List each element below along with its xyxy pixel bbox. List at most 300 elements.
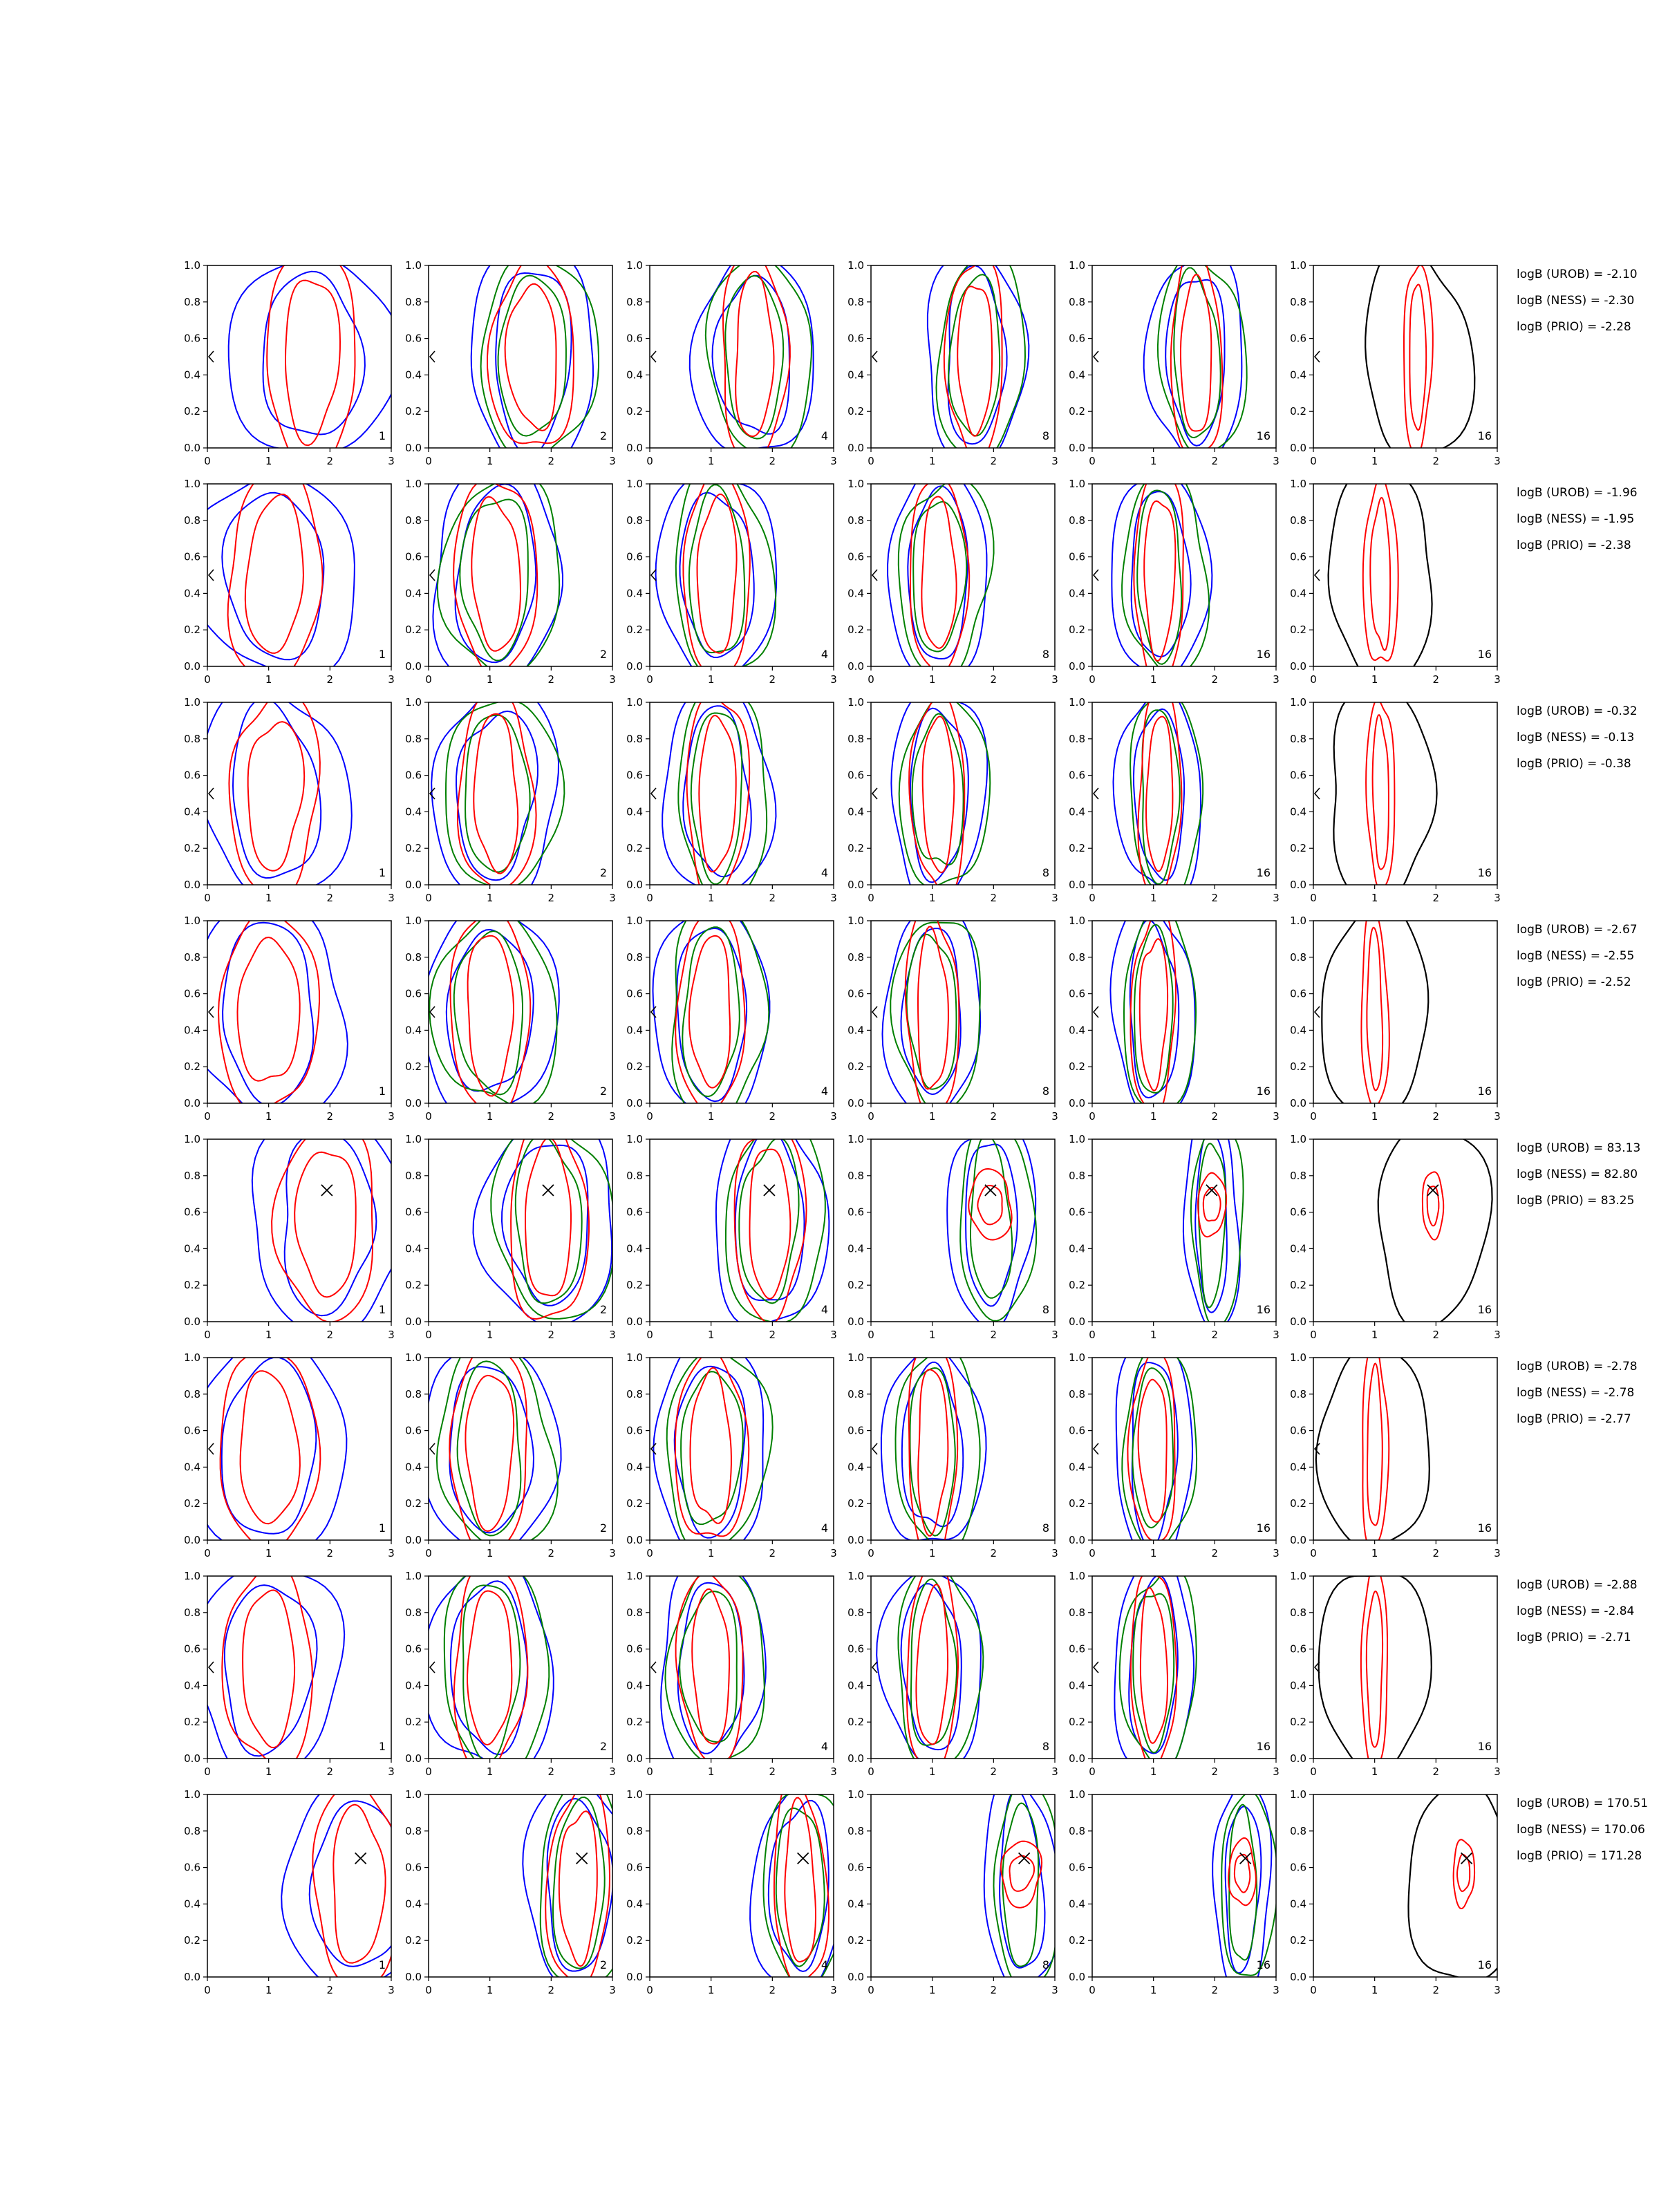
y-tick-label: 0.4	[405, 1024, 422, 1037]
x-tick-label: 3	[830, 455, 837, 467]
y-tick-label: 0.6	[1069, 1206, 1085, 1219]
y-tick-label: 0.4	[1069, 1897, 1085, 1911]
panel-number-label: 2	[599, 866, 607, 879]
panel-r6-c4	[847, 1347, 1058, 1567]
y-tick-label: 0.0	[626, 1534, 643, 1546]
x-tick-label: 2	[990, 892, 997, 904]
y-tick-label: 0.6	[1290, 769, 1306, 782]
contour-red-inner	[471, 497, 521, 651]
bayes-factor-label: logB (PRIO) = -2.38	[1517, 538, 1631, 552]
y-tick-label: 1.0	[405, 696, 422, 709]
contour-area	[662, 684, 776, 906]
x-tick-label: 3	[609, 1765, 616, 1778]
contour-area	[1144, 242, 1247, 467]
y-tick-label: 0.8	[184, 1606, 200, 1619]
x-tick-label: 0	[425, 1547, 432, 1559]
x-tick-label: 0	[1089, 1110, 1096, 1123]
true-value-marker	[1094, 1443, 1098, 1454]
y-tick-label: 1.0	[1069, 915, 1085, 927]
x-tick-label: 0	[1310, 892, 1317, 904]
y-tick-label: 0.8	[405, 950, 422, 964]
y-tick-label: 0.4	[1290, 805, 1306, 818]
x-tick-label: 2	[1211, 673, 1219, 686]
y-tick-label: 0.0	[184, 1534, 200, 1546]
y-tick-label: 0.6	[847, 1206, 864, 1219]
x-tick-label: 3	[388, 455, 395, 467]
y-tick-label: 0.8	[626, 1387, 643, 1400]
contour-blue-inner	[233, 698, 321, 878]
y-tick-label: 0.6	[847, 1424, 864, 1437]
contour-green-outer	[444, 1566, 550, 1780]
contour-red-inner	[918, 1369, 948, 1536]
x-tick-label: 2	[547, 673, 555, 686]
x-tick-label: 2	[769, 1110, 776, 1123]
y-tick-label: 0.0	[405, 879, 422, 891]
y-tick-label: 0.8	[1290, 950, 1306, 964]
y-tick-label: 1.0	[626, 1788, 643, 1801]
contour-area	[877, 1556, 983, 1770]
y-tick-label: 0.8	[184, 1387, 200, 1400]
axes-frame	[1092, 265, 1276, 448]
y-tick-label: 0.4	[184, 1679, 200, 1692]
contour-red-inner	[241, 1371, 300, 1524]
contour-area	[653, 1338, 772, 1562]
x-tick-label: 0	[1089, 1547, 1096, 1559]
y-tick-label: 0.2	[626, 405, 643, 418]
y-tick-label: 0.6	[405, 769, 422, 782]
panel-number-label: 4	[821, 1085, 828, 1098]
axes-frame	[1313, 921, 1497, 1103]
x-tick-label: 1	[1150, 455, 1157, 467]
y-tick-label: 0.0	[847, 1534, 864, 1546]
contour-green-outer	[890, 923, 980, 1113]
x-tick-label: 2	[1432, 1765, 1440, 1778]
y-tick-label: 0.6	[184, 769, 200, 782]
contour-green-outer	[446, 700, 564, 888]
contour-blue-inner	[966, 1144, 1018, 1306]
contour-blue-outer	[523, 1777, 632, 1992]
contour-blue-inner	[675, 1367, 746, 1538]
y-tick-label: 0.0	[847, 442, 864, 454]
y-tick-label: 0.0	[184, 879, 200, 891]
y-tick-label: 1.0	[626, 478, 643, 490]
contour-blue-outer	[888, 462, 986, 678]
contour-area	[1114, 1549, 1196, 1774]
contour-blue-inner	[449, 1367, 534, 1533]
contour-area	[656, 460, 777, 684]
y-tick-label: 0.2	[405, 1716, 422, 1729]
y-tick-label: 1.0	[405, 1133, 422, 1145]
y-tick-label: 0.6	[1069, 1424, 1085, 1437]
y-tick-label: 0.2	[847, 624, 864, 637]
y-tick-label: 1.0	[847, 259, 864, 272]
contour-red-outer	[1361, 906, 1389, 1107]
y-tick-label: 0.4	[847, 1679, 864, 1692]
x-tick-label: 1	[486, 1984, 494, 1996]
x-tick-label: 2	[990, 1984, 997, 1996]
y-tick-label: 0.2	[1290, 1716, 1306, 1729]
true-value-marker	[209, 1443, 214, 1454]
x-tick-label: 3	[830, 1547, 837, 1559]
y-tick-label: 0.6	[1290, 332, 1306, 345]
true-value-marker	[209, 788, 214, 799]
y-tick-label: 0.8	[1290, 1824, 1306, 1837]
x-tick-label: 1	[1150, 1765, 1157, 1778]
y-tick-label: 0.6	[626, 987, 643, 1000]
x-tick-label: 3	[1494, 1765, 1501, 1778]
panel-r5-c6	[1290, 1122, 1501, 1341]
y-tick-label: 0.4	[1290, 1897, 1306, 1911]
x-tick-label: 2	[547, 455, 555, 467]
y-tick-label: 0.0	[184, 660, 200, 673]
panel-r8-c6	[1290, 1781, 1524, 1996]
bayes-factor-label: logB (NESS) = -2.30	[1517, 294, 1635, 308]
x-tick-label: 3	[1273, 1329, 1280, 1341]
true-value-marker	[209, 1662, 214, 1673]
contour-blue-outer	[474, 1117, 612, 1327]
panel-number-label: 1	[378, 1085, 386, 1098]
y-tick-label: 0.6	[184, 1861, 200, 1874]
y-tick-label: 0.4	[847, 368, 864, 382]
y-tick-label: 1.0	[626, 696, 643, 709]
y-tick-label: 0.6	[1069, 1861, 1085, 1874]
x-tick-label: 0	[204, 892, 211, 904]
contour-area	[883, 906, 981, 1118]
y-tick-label: 0.8	[847, 295, 864, 308]
contour-blue-outer	[662, 684, 776, 894]
y-tick-label: 0.2	[184, 1279, 200, 1292]
x-tick-label: 3	[1494, 892, 1501, 904]
bayes-factor-label: logB (UROB) = 170.51	[1517, 1797, 1649, 1810]
panel-r2-c2	[405, 458, 616, 686]
true-value-marker	[209, 351, 214, 362]
panel-number-label: 1	[378, 866, 386, 879]
panel-r1-c2	[405, 247, 616, 479]
contour-red-inner	[248, 722, 305, 871]
y-tick-label: 0.2	[184, 1060, 200, 1074]
axes-frame	[871, 265, 1055, 448]
y-tick-label: 0.6	[405, 987, 422, 1000]
y-tick-label: 0.8	[847, 1824, 864, 1837]
panel-r1-c5	[1069, 242, 1280, 468]
y-tick-label: 0.0	[184, 1315, 200, 1328]
true-value-marker	[1315, 788, 1320, 799]
x-tick-label: 1	[265, 1110, 272, 1123]
contour-area	[716, 1103, 830, 1327]
y-tick-label: 0.0	[847, 660, 864, 673]
x-tick-label: 0	[646, 673, 653, 686]
x-tick-label: 3	[830, 673, 837, 686]
contour-blue-inner	[456, 711, 538, 880]
y-tick-label: 0.2	[405, 1279, 422, 1292]
bayes-factor-label: logB (NESS) = -2.84	[1517, 1604, 1635, 1618]
y-tick-label: 0.8	[184, 1169, 200, 1182]
x-tick-label: 3	[1273, 1984, 1280, 1996]
x-tick-label: 2	[326, 1765, 334, 1778]
x-tick-label: 0	[868, 455, 874, 467]
x-tick-label: 1	[486, 1110, 494, 1123]
y-tick-label: 0.2	[847, 1934, 864, 1947]
contour-red-inner	[245, 494, 303, 653]
true-value-marker	[321, 1185, 332, 1196]
contour-red-inner	[468, 936, 514, 1096]
y-tick-label: 0.8	[1069, 1387, 1085, 1400]
x-tick-label: 0	[425, 892, 432, 904]
contour-red-outer	[909, 692, 964, 895]
y-tick-label: 0.2	[1069, 405, 1085, 418]
y-tick-label: 0.4	[184, 1242, 200, 1255]
bayes-factor-label: logB (PRIO) = -2.71	[1517, 1631, 1631, 1644]
y-tick-label: 0.6	[626, 550, 643, 563]
axes-frame	[871, 1576, 1055, 1759]
contour-red-inner	[957, 286, 992, 436]
panel-r1-c1	[184, 254, 402, 474]
x-tick-label: 2	[1432, 892, 1440, 904]
y-tick-label: 0.0	[184, 1097, 200, 1109]
y-tick-label: 1.0	[405, 1351, 422, 1364]
contour-blue-inner	[1130, 920, 1179, 1098]
x-tick-label: 3	[1273, 455, 1280, 467]
x-tick-label: 3	[388, 1329, 395, 1341]
x-tick-label: 0	[868, 1547, 874, 1559]
panel-number-label: 16	[1477, 1085, 1492, 1098]
y-tick-label: 0.4	[405, 368, 422, 382]
contour-area	[523, 1774, 633, 1992]
panel-r7-c1	[184, 1562, 395, 1781]
contour-area	[1378, 1122, 1492, 1331]
y-tick-label: 0.8	[405, 1169, 422, 1182]
panel-r6-c5	[1069, 1342, 1280, 1572]
y-tick-label: 0.4	[847, 1024, 864, 1037]
x-tick-label: 2	[326, 1547, 334, 1559]
x-tick-label: 3	[1273, 1765, 1280, 1778]
contour-red-inner	[467, 1591, 512, 1745]
contour-red-inner	[923, 716, 955, 872]
x-tick-label: 3	[1273, 673, 1280, 686]
y-tick-label: 0.4	[1069, 1461, 1085, 1474]
contour-blue-outer	[716, 1103, 830, 1327]
contour-red-inner	[1141, 1588, 1168, 1743]
x-tick-label: 0	[1310, 1984, 1317, 1996]
x-tick-label: 1	[928, 1984, 936, 1996]
y-tick-label: 0.4	[184, 1461, 200, 1474]
x-tick-label: 2	[326, 892, 334, 904]
contour-blue-inner	[1134, 709, 1184, 880]
x-tick-label: 1	[707, 1765, 715, 1778]
x-tick-label: 3	[1494, 1547, 1501, 1559]
y-tick-label: 0.4	[405, 805, 422, 818]
y-tick-label: 0.2	[405, 842, 422, 855]
contour-area	[422, 904, 559, 1118]
contour-black-outer	[1409, 1781, 1524, 1981]
x-tick-label: 3	[830, 1984, 837, 1996]
x-tick-label: 1	[1371, 455, 1378, 467]
contour-green-inner	[776, 1808, 825, 1967]
true-value-marker	[872, 1662, 877, 1673]
bayes-factor-label: logB (NESS) = -2.78	[1517, 1386, 1635, 1400]
contour-red-outer	[968, 1169, 1011, 1240]
y-tick-label: 0.8	[626, 1169, 643, 1182]
contour-red-outer	[453, 480, 537, 676]
contour-red-inner	[1203, 1188, 1221, 1221]
contour-red-inner	[1367, 1364, 1382, 1526]
contour-red-inner	[333, 1805, 385, 1963]
x-tick-label: 2	[769, 1329, 776, 1341]
x-tick-label: 1	[928, 673, 936, 686]
axes-frame	[1092, 921, 1276, 1103]
x-tick-label: 1	[1371, 1110, 1378, 1123]
axes-frame	[1313, 1576, 1497, 1759]
y-tick-label: 0.4	[626, 1242, 643, 1255]
contour-area	[1409, 1781, 1524, 1981]
y-tick-label: 0.6	[405, 550, 422, 563]
panel-number-label: 1	[378, 429, 386, 442]
panel-number-label: 8	[1042, 1958, 1049, 1971]
true-value-marker	[872, 788, 877, 799]
y-tick-label: 0.2	[1069, 1279, 1085, 1292]
y-tick-label: 1.0	[184, 915, 200, 927]
x-tick-label: 1	[265, 673, 272, 686]
x-tick-label: 2	[990, 455, 997, 467]
y-tick-label: 1.0	[1069, 478, 1085, 490]
y-tick-label: 0.2	[847, 1279, 864, 1292]
contour-blue-outer	[984, 1774, 1062, 1990]
x-tick-label: 1	[486, 892, 494, 904]
contour-red-inner	[697, 494, 737, 653]
y-tick-label: 0.4	[847, 1461, 864, 1474]
x-tick-label: 2	[547, 1984, 555, 1996]
contour-area	[471, 247, 599, 479]
panel-r8-c3	[626, 1772, 850, 1997]
bayes-factor-label: logB (NESS) = -2.55	[1517, 949, 1635, 963]
x-tick-label: 2	[769, 1984, 776, 1996]
axes-frame	[207, 265, 391, 448]
x-tick-label: 1	[486, 673, 494, 686]
y-tick-label: 0.0	[405, 1534, 422, 1546]
contour-red-inner	[559, 1811, 597, 1966]
contour-red-outer	[545, 1779, 610, 1986]
y-tick-label: 0.0	[1290, 442, 1306, 454]
panel-number-label: 2	[599, 1303, 607, 1316]
contour-red-inner	[505, 284, 556, 431]
x-tick-label: 3	[830, 1329, 837, 1341]
x-tick-label: 3	[1051, 673, 1058, 686]
y-tick-label: 0.6	[1069, 987, 1085, 1000]
panel-number-label: 16	[1477, 1958, 1492, 1971]
axes-frame	[650, 1139, 834, 1322]
y-tick-label: 0.6	[1290, 1642, 1306, 1656]
x-tick-label: 1	[928, 1765, 936, 1778]
x-tick-label: 0	[646, 1547, 653, 1559]
contour-blue-inner	[310, 1801, 402, 1967]
true-value-marker	[798, 1853, 809, 1864]
y-tick-label: 0.4	[184, 1024, 200, 1037]
contour-blue-inner	[1226, 1806, 1262, 1973]
y-tick-label: 0.6	[184, 550, 200, 563]
x-tick-label: 1	[707, 1547, 715, 1559]
panel-r5-c3	[626, 1103, 837, 1341]
y-tick-label: 0.0	[405, 442, 422, 454]
true-value-marker	[355, 1853, 366, 1864]
contour-area	[881, 1347, 986, 1567]
y-tick-label: 0.0	[184, 1971, 200, 1983]
x-tick-label: 2	[1211, 1110, 1219, 1123]
y-tick-label: 0.4	[626, 1461, 643, 1474]
y-tick-label: 0.2	[626, 1279, 643, 1292]
x-tick-label: 3	[1051, 892, 1058, 904]
true-value-marker	[651, 351, 656, 362]
bayes-factor-label: logB (UROB) = 83.13	[1517, 1141, 1641, 1155]
contour-red-inner	[243, 1590, 294, 1747]
axes-frame	[429, 1794, 612, 1977]
contour-blue-outer	[191, 1334, 347, 1553]
panel-r3-c2	[405, 682, 616, 904]
contour-area	[1316, 1340, 1430, 1548]
y-tick-label: 0.0	[1069, 1315, 1085, 1328]
y-tick-label: 0.0	[847, 1315, 864, 1328]
x-tick-label: 3	[388, 1765, 395, 1778]
x-tick-label: 3	[609, 1547, 616, 1559]
true-value-marker	[651, 788, 656, 799]
contour-green-outer	[429, 911, 556, 1107]
panel-number-label: 8	[1042, 648, 1049, 661]
y-tick-label: 0.2	[626, 1716, 643, 1729]
x-tick-label: 3	[1273, 892, 1280, 904]
panel-number-label: 16	[1477, 866, 1492, 879]
x-tick-label: 1	[928, 1329, 936, 1341]
y-tick-label: 1.0	[184, 1351, 200, 1364]
y-tick-label: 0.4	[847, 1897, 864, 1911]
x-tick-label: 2	[1432, 1110, 1440, 1123]
contour-blue-outer	[690, 251, 814, 452]
y-tick-label: 0.4	[847, 587, 864, 600]
y-tick-label: 0.6	[1290, 1206, 1306, 1219]
y-tick-label: 1.0	[184, 1133, 200, 1145]
contour-area	[188, 902, 348, 1124]
x-tick-label: 3	[830, 1765, 837, 1778]
true-value-marker	[430, 1443, 435, 1454]
true-value-marker	[764, 1185, 775, 1196]
y-tick-label: 0.6	[1290, 1424, 1306, 1437]
x-tick-label: 0	[425, 1765, 432, 1778]
contour-blue-outer	[471, 247, 593, 479]
y-tick-label: 1.0	[1069, 1570, 1085, 1582]
panel-number-label: 4	[821, 1521, 828, 1535]
y-tick-label: 0.8	[847, 514, 864, 527]
y-tick-label: 0.6	[184, 1424, 200, 1437]
x-tick-label: 1	[265, 1765, 272, 1778]
x-tick-label: 3	[1494, 1329, 1501, 1341]
y-tick-label: 1.0	[184, 478, 200, 490]
contour-blue-outer	[188, 902, 348, 1124]
contour-red-outer	[1366, 700, 1394, 891]
true-value-marker	[1094, 570, 1098, 581]
contour-blue-inner	[222, 1358, 317, 1534]
y-tick-label: 0.0	[626, 660, 643, 673]
y-tick-label: 0.2	[626, 1934, 643, 1947]
y-tick-label: 0.0	[1290, 879, 1306, 891]
y-tick-label: 0.0	[847, 1971, 864, 1983]
panel-r5-c1	[184, 1116, 408, 1341]
y-tick-label: 0.6	[405, 1642, 422, 1656]
x-tick-label: 0	[868, 1329, 874, 1341]
y-tick-label: 0.2	[184, 1716, 200, 1729]
contour-red-inner	[1367, 928, 1382, 1091]
y-tick-label: 0.8	[626, 950, 643, 964]
contour-area	[888, 462, 994, 678]
x-tick-label: 2	[547, 1547, 555, 1559]
x-tick-label: 0	[204, 455, 211, 467]
